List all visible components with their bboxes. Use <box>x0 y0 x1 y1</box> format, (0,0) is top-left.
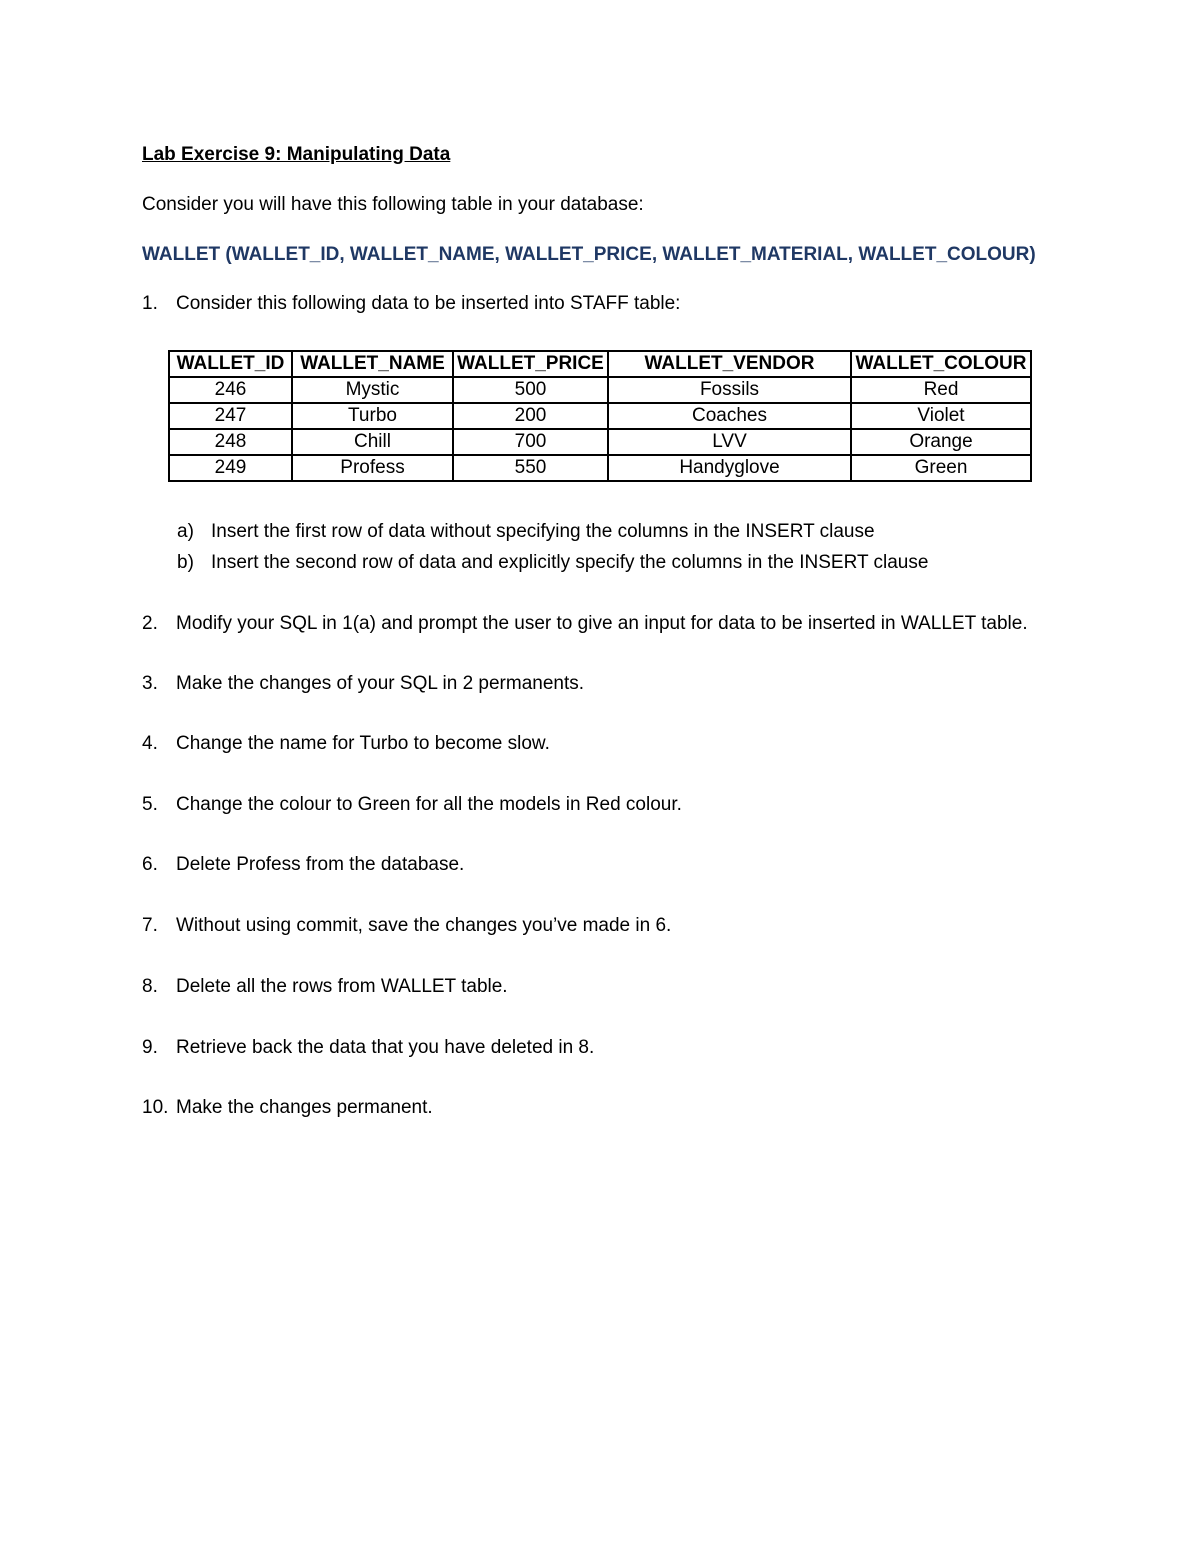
question-text: Change the colour to Green for all the models in Red colour. <box>176 794 682 815</box>
table-row <box>169 455 1031 481</box>
question-text: Make the changes permanent. <box>176 1097 433 1118</box>
table-cell: Handyglove <box>608 455 851 481</box>
table-cell: Orange <box>851 429 1031 455</box>
table-cell: Red <box>851 377 1031 403</box>
question-4 <box>142 733 550 755</box>
question-number: 2. <box>142 613 158 634</box>
question-10 <box>142 1097 433 1119</box>
table-cell: 500 <box>453 377 608 403</box>
question-number: 10. <box>142 1097 169 1118</box>
subquestion-letter: b) <box>177 552 194 573</box>
column-header: WALLET_ID <box>169 351 292 377</box>
table-cell: Mystic <box>292 377 453 403</box>
table-schema: WALLET (WALLET_ID, WALLET_NAME, WALLET_PRICE, WALLET_MATERIAL, WALLET_COLOUR) <box>142 244 1036 265</box>
table-cell: 247 <box>169 403 292 429</box>
table-cell: Green <box>851 455 1031 481</box>
question-text: Without using commit, save the changes you’ve made in 6. <box>176 915 672 936</box>
table-row <box>169 403 1031 429</box>
question-8 <box>142 976 508 998</box>
table-header-row <box>169 351 1031 377</box>
question-text: Delete Profess from the database. <box>176 854 465 875</box>
table-cell: Violet <box>851 403 1031 429</box>
question-number: 5. <box>142 794 158 815</box>
question-number: 4. <box>142 733 158 754</box>
table-cell: LVV <box>608 429 851 455</box>
table-cell: 700 <box>453 429 608 455</box>
subquestion-letter: a) <box>177 521 194 542</box>
table-cell: Turbo <box>292 403 453 429</box>
subquestion-text: Insert the first row of data without specifying the columns in the INSERT clause <box>211 521 875 542</box>
question-number: 3. <box>142 673 158 694</box>
column-header: WALLET_COLOUR <box>851 351 1031 377</box>
subquestion-a <box>177 521 875 543</box>
intro-text: Consider you will have this following table in your database: <box>142 194 644 215</box>
subquestion-b <box>177 552 928 574</box>
question-6 <box>142 854 464 876</box>
question-1 <box>142 293 680 315</box>
question-text: Change the name for Turbo to become slow. <box>176 733 550 754</box>
question-text: Retrieve back the data that you have deleted in 8. <box>176 1037 595 1058</box>
table-cell: 200 <box>453 403 608 429</box>
table-cell: 248 <box>169 429 292 455</box>
table-cell: Chill <box>292 429 453 455</box>
page-title: Lab Exercise 9: Manipulating Data <box>142 144 451 165</box>
question-9 <box>142 1037 594 1059</box>
wallet-data-table <box>168 350 1032 482</box>
table-cell: Coaches <box>608 403 851 429</box>
question-number: 8. <box>142 976 158 997</box>
question-text: Modify your SQL in 1(a) and prompt the user to give an input for data to be inserted in WALLET table. <box>176 613 1028 634</box>
question-text: Make the changes of your SQL in 2 permanents. <box>176 673 585 694</box>
column-header: WALLET_PRICE <box>453 351 608 377</box>
question-5 <box>142 794 682 816</box>
table-cell: 246 <box>169 377 292 403</box>
table-cell: Fossils <box>608 377 851 403</box>
question-7 <box>142 915 671 937</box>
table-cell: 249 <box>169 455 292 481</box>
table-cell: 550 <box>453 455 608 481</box>
subquestion-text: Insert the second row of data and explicitly specify the columns in the INSERT clause <box>211 552 929 573</box>
question-number: 7. <box>142 915 158 936</box>
question-3 <box>142 673 584 695</box>
table-row <box>169 377 1031 403</box>
question-2 <box>142 613 1028 635</box>
question-text: Delete all the rows from WALLET table. <box>176 976 508 997</box>
table-row <box>169 429 1031 455</box>
question-number: 1. <box>142 293 158 314</box>
question-number: 9. <box>142 1037 158 1058</box>
question-text: Consider this following data to be inserted into STAFF table: <box>176 293 681 314</box>
column-header: WALLET_VENDOR <box>608 351 851 377</box>
column-header: WALLET_NAME <box>292 351 453 377</box>
table-cell: Profess <box>292 455 453 481</box>
question-number: 6. <box>142 854 158 875</box>
